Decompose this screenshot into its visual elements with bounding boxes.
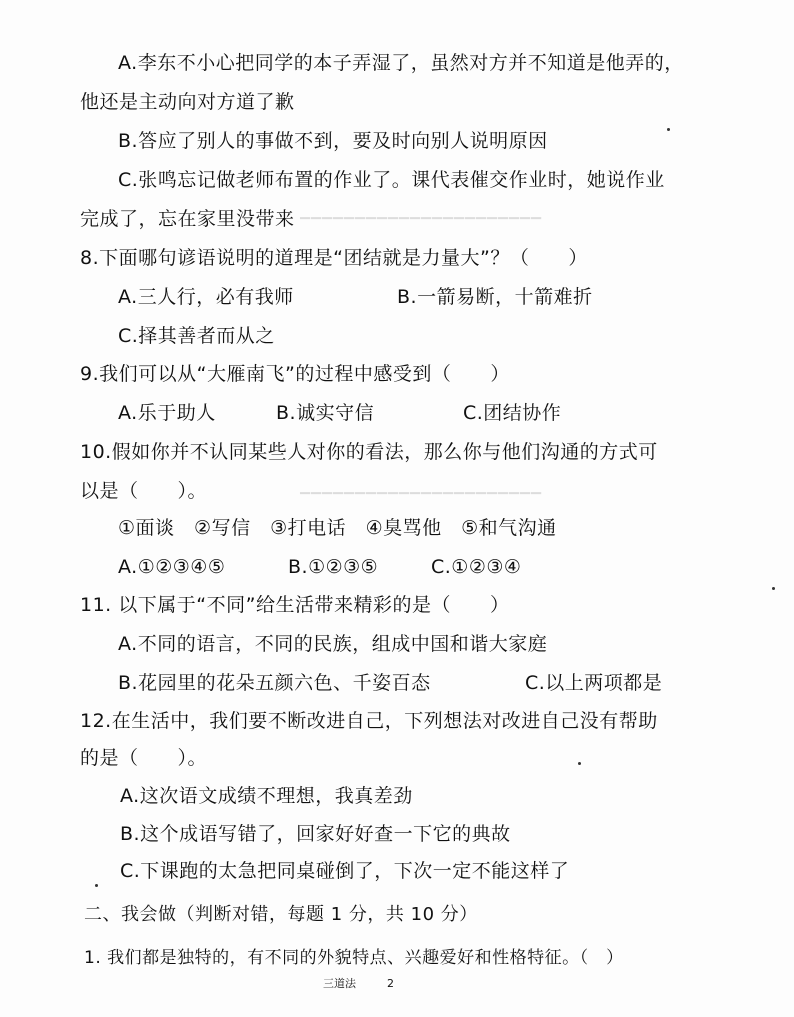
footer-page-number: 2	[387, 977, 394, 990]
q8-option-b: B.一箭易断，十箭难折	[397, 286, 593, 308]
q11-option-c: C.以上两项都是	[525, 672, 663, 694]
q11-stem: 11. 以下属于“不同”给生活带来精彩的是（ ）	[80, 594, 510, 616]
bleed-through-mark: ▁▁▁▁▁▁▁▁▁▁▁▁▁▁▁▁▁▁▁▁▁▁	[300, 205, 542, 220]
q7-option-a-line2: 他还是主动向对方道了歉	[80, 91, 295, 113]
scan-speck	[667, 128, 670, 131]
scan-speck	[772, 587, 775, 590]
q10-option-c: C.①②③④	[431, 556, 522, 578]
scan-speck	[578, 762, 581, 765]
q10-option-a: A.①②③④⑤	[118, 556, 226, 578]
q8-option-a: A.三人行，必有我师	[118, 286, 294, 308]
bleed-through-mark: ▁▁▁▁▁▁▁▁▁▁▁▁▁▁▁▁▁▁▁▁▁▁	[300, 480, 542, 495]
q11-option-b: B.花园里的花朵五颜六色、千姿百态	[118, 672, 431, 694]
q11-option-a: A.不同的语言，不同的民族，组成中国和谐大家庭	[118, 633, 548, 655]
q9-option-c: C.团结协作	[463, 402, 562, 424]
q7-option-b: B.答应了别人的事做不到，要及时向别人说明原因	[118, 130, 548, 152]
q10-stem-line1: 10.假如你并不认同某些人对你的看法，那么你与他们沟通的方式可	[80, 441, 658, 463]
q12-option-c: C.下课跑的太急把同桌碰倒了，下次一定不能这样了	[120, 860, 570, 882]
q12-option-b: B.这个成语写错了，回家好好查一下它的典故	[120, 823, 511, 845]
q10-option-b: B.①②③⑤	[288, 556, 379, 578]
footer-subject: 三道法	[323, 977, 356, 990]
q12-stem-line2: 的是（ ）。	[80, 747, 208, 769]
q10-items: ①面谈 ②写信 ③打电话 ④臭骂他 ⑤和气沟通	[118, 517, 557, 539]
q9-option-b: B.诚实守信	[276, 402, 375, 424]
q8-stem: 8.下面哪句谚语说明的道理是“团结就是力量大”？（ ）	[80, 247, 588, 269]
scan-speck	[95, 884, 98, 887]
q12-option-a: A.这次语文成绩不理想，我真差劲	[120, 785, 413, 807]
q7-option-c-line2: 完成了，忘在家里没带来	[80, 208, 295, 230]
section2-heading: 二、我会做（判断对错，每题 1 分，共 10 分）	[84, 904, 478, 925]
q9-stem: 9.我们可以从“大雁南飞”的过程中感受到（ ）	[80, 363, 510, 385]
q8-option-c: C.择其善者而从之	[118, 325, 275, 347]
q9-option-a: A.乐于助人	[118, 402, 216, 424]
q10-stem-line2: 以是（ ）。	[80, 480, 208, 502]
section2-question-1: 1. 我们都是独特的，有不同的外貌特点、兴趣爱好和性格特征。（ ）	[84, 948, 624, 968]
q12-stem-line1: 12.在生活中，我们要不断改进自己，下列想法对改进自己没有帮助	[80, 710, 658, 732]
q7-option-a-line1: A.李东不小心把同学的本子弄湿了，虽然对方并不知道是他弄的，	[118, 52, 684, 74]
q7-option-c-line1: C.张鸣忘记做老师布置的作业了。课代表催交作业时，她说作业	[118, 169, 665, 191]
